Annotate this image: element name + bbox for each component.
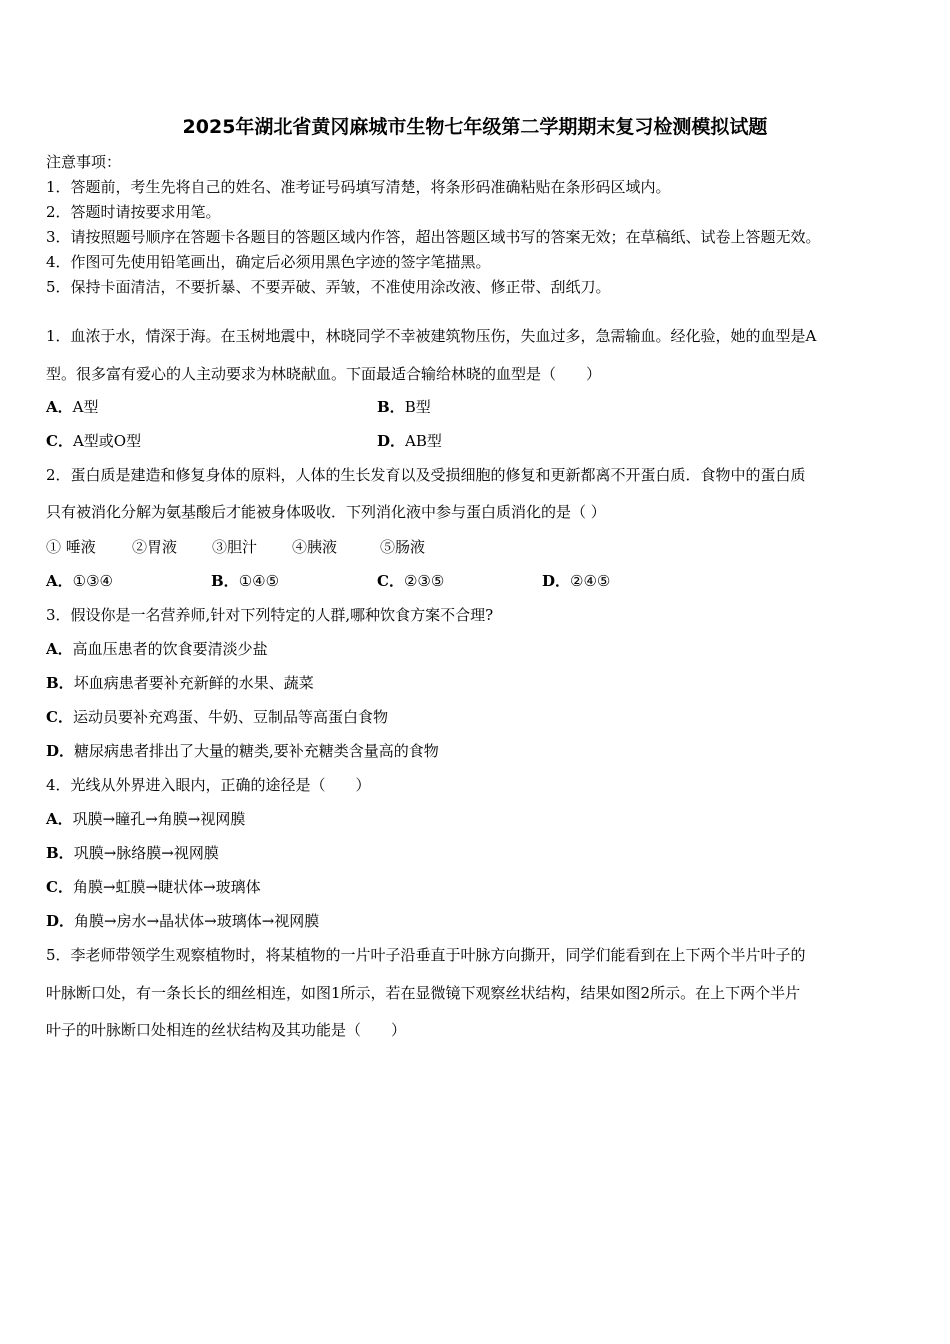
q1-stem-line2: 型。很多富有爱心的人主动要求为林晓献血。下面最适合输给林晓的血型是（ ） — [46, 365, 602, 383]
q1-stem-line1: 1．血浓于水，情深于海。在玉树地震中，林晓同学不幸被建筑物压伤，失血过多，急需输血。经化验，她的血型是A — [46, 327, 817, 345]
q2-stem-line2: 只有被消化分解为氨基酸后才能被身体吸收．下列消化液中参与蛋白质消化的是（ ） — [46, 503, 606, 521]
q1-option-b: B．B型 — [377, 398, 431, 416]
note-item: 2．答题时请按要求用笔。 — [46, 203, 221, 221]
q3-stem: 3．假设你是一名营养师,针对下列特定的人群,哪种饮食方案不合理? — [46, 606, 494, 624]
q1-option-c: C．A型或O型 — [46, 432, 142, 450]
q1-option-a: A．A型 — [46, 398, 99, 416]
note-item: 3．请按照题号顺序在答题卡各题目的答题区域内作答，超出答题区域书写的答案无效；在草稿纸、试卷上答题无效。 — [46, 228, 821, 246]
q4-option-d: D．角膜→房水→晶状体→玻璃体→视网膜 — [46, 912, 320, 930]
notes-heading: 注意事项： — [46, 153, 122, 171]
q3-option-b: B．坏血病患者要补充新鲜的水果、蔬菜 — [46, 674, 314, 692]
q2-item-3: ③胆汁 — [212, 538, 258, 556]
q5-stem-line1: 5．李老师带领学生观察植物时，将某植物的一片叶子沿垂直于叶脉方向撕开，同学们能看到在上下两个半片叶子的 — [46, 946, 806, 964]
q2-stem-line1: 2．蛋白质是建造和修复身体的原料，人体的生长发育以及受损细胞的修复和更新都离不开蛋白质．食物中的蛋白质 — [46, 466, 806, 484]
q4-stem: 4．光线从外界进入眼内，正确的途径是（ ） — [46, 776, 371, 794]
q4-option-a: A．巩膜→瞳孔→角膜→视网膜 — [46, 810, 246, 828]
q5-stem-line2: 叶脉断口处，有一条长长的细丝相连，如图1所示，若在显微镜下观察丝状结构，结果如图2所示。在上下两个半片 — [46, 984, 801, 1002]
q2-item-5: ⑤肠液 — [380, 538, 426, 556]
q5-stem-line3: 叶子的叶脉断口处相连的丝状结构及其功能是（ ） — [46, 1021, 407, 1039]
q3-option-d: D．糖尿病患者排出了大量的糖类,要补充糖类含量高的食物 — [46, 742, 439, 760]
q3-option-c: C．运动员要补充鸡蛋、牛奶、豆制品等高蛋白食物 — [46, 708, 388, 726]
q2-option-a: A．①③④ — [46, 572, 113, 590]
q2-option-d: D．②④⑤ — [542, 572, 611, 590]
q2-item-1: ① 唾液 — [46, 538, 96, 556]
note-item: 5．保持卡面清洁，不要折暴、不要弄破、弄皱，不准使用涂改液、修正带、刮纸刀。 — [46, 278, 611, 296]
exam-title: 2025年湖北省黄冈麻城市生物七年级第二学期期末复习检测模拟试题 — [182, 116, 768, 138]
q4-option-c: C．角膜→虹膜→睫状体→玻璃体 — [46, 878, 261, 896]
q4-option-b: B．巩膜→脉络膜→视网膜 — [46, 844, 219, 862]
q2-item-4: ④胰液 — [292, 538, 338, 556]
note-item: 1．答题前，考生先将自己的姓名、准考证号码填写清楚，将条形码准确粘贴在条形码区域内。 — [46, 178, 671, 196]
q1-option-d: D．AB型 — [377, 432, 442, 450]
q2-option-b: B．①④⑤ — [211, 572, 280, 590]
note-item: 4．作图可先使用铅笔画出，确定后必须用黑色字迹的签字笔描黑。 — [46, 253, 491, 271]
q3-option-a: A．高血压患者的饮食要清淡少盐 — [46, 640, 268, 658]
q2-option-c: C．②③⑤ — [377, 572, 445, 590]
q2-item-2: ②胃液 — [132, 538, 178, 556]
